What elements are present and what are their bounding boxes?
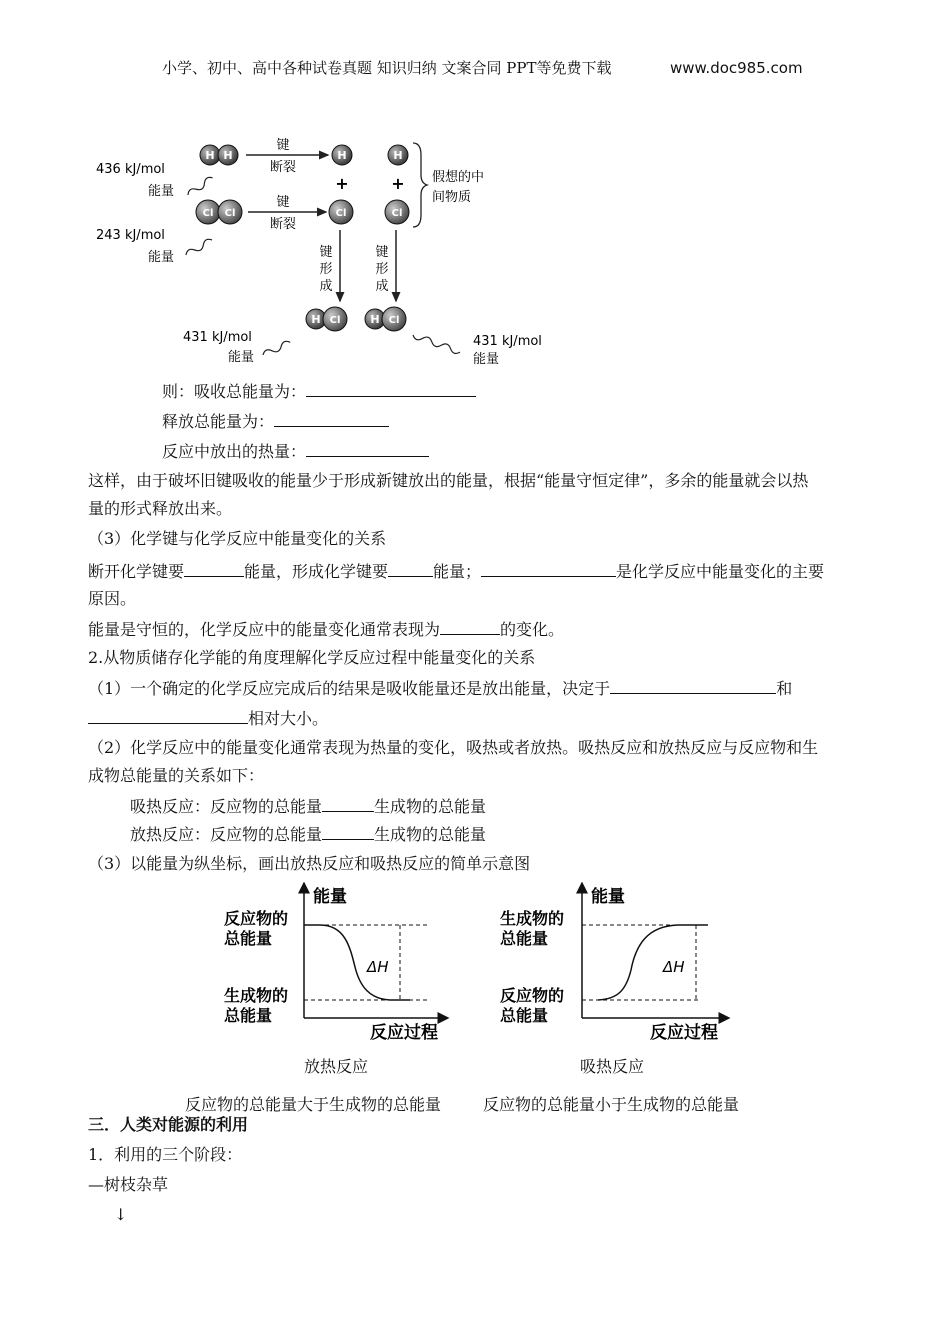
svg-text:形: 形: [319, 262, 333, 277]
bond-energy-diagram: [88, 135, 558, 375]
svg-text:Cl: Cl: [202, 208, 214, 219]
endo-dh: ΔH: [663, 958, 685, 976]
endo-ylabel: 能量: [591, 887, 625, 907]
svg-text:假想的中: 假想的中: [432, 170, 485, 185]
svg-text:Cl: Cl: [329, 315, 341, 326]
svg-text:+: +: [335, 174, 349, 193]
header-text: 小学、初中、高中各种试卷真题 知识归纳 文案合同 PPT等免费下载: [162, 59, 612, 77]
exo-ylabel: 能量: [313, 887, 347, 907]
svg-text:能量: 能量: [148, 250, 175, 265]
para1-line2: 量的形式释放出来。: [88, 499, 233, 518]
svg-text:H: H: [205, 149, 215, 162]
exo-dh: ΔH: [367, 958, 389, 976]
blank-absorb[interactable]: [306, 380, 476, 397]
exo-curve: [304, 925, 410, 1000]
svg-text:243 kJ/mol: 243 kJ/mol: [96, 228, 165, 243]
p22-line1: （2）化学反应中的能量变化通常表现为热量的变化，吸热或者放热。吸热反应和放热反应与反应物和生: [88, 738, 819, 757]
svg-text:+: +: [391, 174, 405, 193]
svg-text:Cl: Cl: [335, 208, 347, 219]
blank-form[interactable]: [388, 560, 433, 577]
svg-text:Cl: Cl: [388, 315, 400, 326]
svg-text:成: 成: [375, 279, 389, 294]
svg-text:反应物的: 反应物的: [500, 986, 565, 1005]
exothermic-line: 放热反应：反应物的总能量 生成物的总能量: [130, 825, 487, 844]
svg-text:形: 形: [375, 262, 389, 277]
p21-line1: （1）一个确定的化学反应完成后的结果是吸收能量还是放出能量，决定于 和: [88, 679, 793, 698]
svg-text:键: 键: [276, 195, 290, 210]
svg-text:H: H: [311, 313, 321, 326]
section-3-heading: （3）化学键与化学反应中能量变化的关系: [88, 529, 387, 548]
blank-p21-a[interactable]: [610, 677, 776, 694]
header-url[interactable]: www.doc985.com: [670, 59, 803, 77]
blank-heat[interactable]: [306, 440, 429, 457]
p21-line2: 相对大小。: [88, 707, 328, 730]
svg-text:H: H: [223, 149, 233, 162]
svg-text:键: 键: [319, 245, 333, 260]
svg-text:431 kJ/mol: 431 kJ/mol: [473, 334, 542, 349]
svg-text:键: 键: [276, 138, 290, 153]
endo-curve: [598, 925, 708, 1000]
svg-text:成: 成: [319, 279, 333, 294]
endo-xlabel: 反应过程: [650, 1023, 718, 1042]
svg-text:Cl: Cl: [224, 208, 236, 219]
blank-endo[interactable]: [322, 795, 374, 812]
blank-p21-b[interactable]: [88, 707, 248, 724]
svg-text:436 kJ/mol: 436 kJ/mol: [96, 162, 165, 177]
blank-exo[interactable]: [322, 823, 374, 840]
svg-text:生成物的: 生成物的: [500, 909, 565, 928]
blank-main-cause[interactable]: [481, 560, 616, 577]
p23-line: （3）以能量为纵坐标，画出放热反应和吸热反应的简单示意图: [88, 854, 531, 873]
endo-caption: 吸热反应: [580, 1057, 645, 1076]
exo-caption: 放热反应: [304, 1057, 369, 1076]
section-3-title: 三．人类对能源的利用: [88, 1115, 249, 1134]
svg-text:H: H: [337, 149, 347, 162]
point-2-heading: 2.从物质储存化学能的角度理解化学反应过程中能量变化的关系: [88, 648, 536, 667]
svg-text:能量: 能量: [148, 184, 175, 199]
svg-text:总能量: 总能量: [224, 929, 273, 948]
exo-xlabel: 反应过程: [370, 1023, 438, 1042]
svg-text:能量: 能量: [228, 350, 255, 365]
svg-text:总能量: 总能量: [224, 1006, 273, 1025]
bond-relation-line2: 原因。: [88, 589, 137, 608]
item-1: 1．利用的三个阶段：: [88, 1145, 243, 1164]
endo-note: 反应物的总能量小于生成物的总能量: [483, 1095, 740, 1114]
blank-break[interactable]: [184, 560, 244, 577]
h2-molecule: [200, 145, 238, 165]
line-absorb: 则：吸收总能量为：: [162, 380, 476, 403]
svg-text:键: 键: [375, 245, 389, 260]
svg-text:反应物的: 反应物的: [224, 909, 289, 928]
conservation-line: 能量是守恒的，化学反应中的能量变化通常表现为 的变化。: [88, 620, 565, 639]
endothermic-chart: [498, 882, 738, 1042]
exo-note: 反应物的总能量大于生成物的总能量: [185, 1095, 442, 1114]
para1-line1: 这样，由于破坏旧键吸收的能量少于形成新键放出的能量，根据“能量守恒定律”，多余的能量就会以热: [88, 471, 809, 490]
svg-text:总能量: 总能量: [500, 1006, 549, 1025]
exothermic-chart: [220, 882, 460, 1042]
line-heat: 反应中放出的热量：: [162, 440, 429, 463]
svg-text:断裂: 断裂: [269, 160, 297, 175]
line-release: 释放总能量为：: [162, 410, 389, 433]
svg-text:431 kJ/mol: 431 kJ/mol: [183, 330, 252, 345]
svg-text:Cl: Cl: [391, 208, 403, 219]
svg-text:断裂: 断裂: [269, 217, 297, 232]
down-arrow-icon: ↓: [114, 1205, 128, 1224]
svg-text:生成物的: 生成物的: [224, 986, 289, 1005]
stage-1: —树枝杂草: [88, 1175, 169, 1194]
blank-conservation[interactable]: [440, 618, 500, 635]
bond-relation-line: 断开化学键要 能量，形成化学键要 能量； 是化学反应中能量变化的主要: [88, 562, 825, 581]
svg-text:H: H: [393, 149, 403, 162]
endothermic-line: 吸热反应：反应物的总能量 生成物的总能量: [130, 797, 487, 816]
svg-text:间物质: 间物质: [432, 190, 472, 205]
svg-text:能量: 能量: [473, 352, 500, 367]
p22-line2: 成物总能量的关系如下：: [88, 766, 265, 785]
blank-release[interactable]: [274, 410, 389, 427]
svg-text:总能量: 总能量: [500, 929, 549, 948]
svg-text:H: H: [370, 313, 380, 326]
